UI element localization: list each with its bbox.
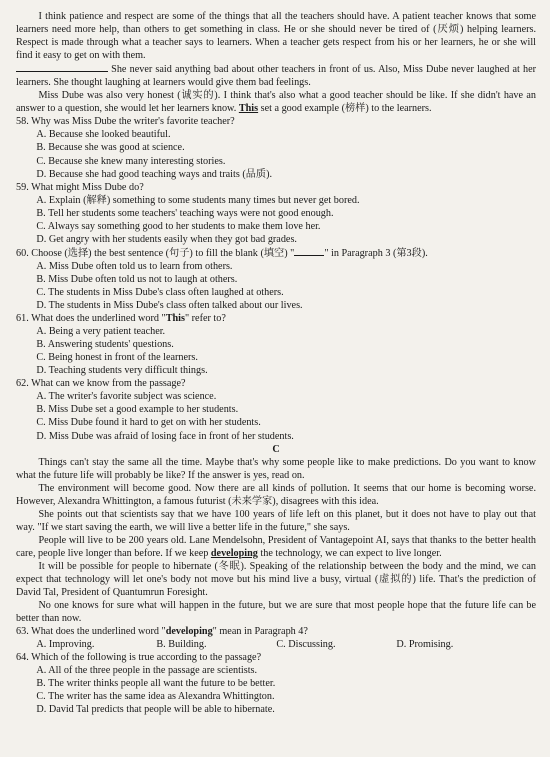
question-63-stem-b: " mean in Paragraph 4? — [212, 626, 308, 638]
question-61-option-b: B. Answering students' questions. — [36, 339, 174, 351]
question-63-options — [36, 638, 536, 651]
question-59-option-c: C. Always say something good to her students to make them love her. — [36, 220, 321, 232]
question-59-option-a: A. Explain (解释) something to some students many times but never get bored. — [36, 194, 360, 206]
question-62-option-c: C. Miss Dube found it hard to get on with her students. — [36, 417, 261, 429]
question-63-option-c: C. Discussing. — [276, 639, 336, 651]
question-60-option-b: B. Miss Dube often told us not to laugh at others. — [36, 273, 238, 285]
section-c-heading: C — [272, 443, 280, 455]
answer-blank — [16, 62, 108, 72]
question-58-stem: 58. Why was Miss Dube the writer's favorite teacher? — [16, 116, 235, 128]
question-59-option-b: B. Tell her students some teachers' teaching ways were not good enough. — [36, 207, 334, 219]
underlined-word-developing: developing — [210, 547, 258, 559]
question-61-option-c: C. Being honest in front of the learners. — [36, 352, 198, 364]
question-64-option-d: D. David Tal predicts that people will be able to hibernate. — [36, 704, 275, 716]
question-61-stem-b: " refer to? — [184, 313, 226, 325]
question-63-option-a: A. Improving. — [36, 639, 95, 651]
passage-c-paragraph-6: No one knows for sure what will happen in the future, but we are sure that most people hope that the future life can be better than now. — [16, 600, 536, 625]
question-58-option-b: B. Because she was good at science. — [36, 142, 185, 154]
question-59-stem: 59. What might Miss Dube do? — [16, 181, 144, 193]
passage-b-paragraph-3-text-a: Miss Dube was also very honest (诚实的). I think that's also what a good teacher should be like. If she didn't have an answer to a question, she would let her learners know. — [16, 90, 536, 115]
question-60-stem-b: " in Paragraph 3 (第3段). — [324, 247, 428, 259]
question-62-option-a: A. The writer's favorite subject was science. — [36, 391, 217, 403]
passage-b-paragraph-3-text-b: set a good example (榜样) to the learners. — [258, 103, 432, 115]
question-58-option-d: D. Because she had good teaching ways and traits (品质). — [36, 168, 273, 180]
question-62-option-b: B. Miss Dube set a good example to her students. — [36, 404, 239, 416]
question-60-stem-a: 60. Choose (选择) the best sentence (句子) to fill the blank (填空) " — [16, 247, 295, 259]
passage-b-paragraph-3 — [16, 89, 536, 115]
question-63-stem-a: 63. What does the underlined word " — [16, 626, 166, 638]
passage-b-paragraph-2-text: She never said anything bad about other teachers in front of us. Also, Miss Dube never laughed at her learners. She thought laughing at learners would give them bad feelings. — [16, 64, 536, 89]
question-58-option-a: A. Because she looked beautiful. — [36, 129, 171, 141]
question-61-stem-a: 61. What does the underlined word " — [16, 313, 166, 325]
passage-b-paragraph-2 — [16, 62, 536, 89]
question-63-stem — [16, 625, 536, 638]
question-61-option-d: D. Teaching students very difficult things. — [36, 365, 208, 377]
question-60-option-c: C. The students in Miss Dube's class often laughed at others. — [36, 286, 284, 298]
question-59-option-d: D. Get angry with her students easily when they got bad grades. — [36, 233, 297, 245]
passage-c-paragraph-4 — [16, 534, 536, 560]
question-61-keyword: This — [165, 313, 185, 325]
passage-c-paragraph-5: It will be possible for people to hibernate (冬眠). Speaking of the relationship between the body and the mind, we can expect that technology will let one's body not move but his mind live a busy, virtual (虚拟的) life. That's the prediction of David Tal, President of Quantumrun Foresight. — [16, 560, 536, 599]
passage-c-paragraph-3: She points out that scientists say that we have 100 years of life left on this planet, but it does not have to play out that way. "If we start saving the earth, we will live a better life in the future," she says. — [16, 508, 536, 533]
question-62-stem: 62. What can we know from the passage? — [16, 378, 186, 390]
passage-c-paragraph-4-text-b: the technology, we can expect to live longer. — [257, 547, 442, 559]
question-64-stem: 64. Which of the following is true according to the passage? — [16, 652, 262, 664]
passage-c-paragraph-1: Things can't stay the same all the time. Maybe that's why some people like to make predictions. Do you want to know what the future life will probably be like? If the answer is yes, read on. — [16, 456, 536, 481]
question-60-blank — [294, 246, 324, 256]
question-63-option-b: B. Building. — [156, 639, 207, 651]
question-61-option-a: A. Being a very patient teacher. — [36, 326, 166, 338]
question-64-option-c: C. The writer has the same idea as Alexandra Whittington. — [36, 691, 275, 703]
underlined-word-this: This — [238, 103, 259, 115]
question-61-stem — [16, 312, 536, 325]
passage-c-paragraph-2: The environment will become good. Now there are all kinds of pollution. It seems that our home is becoming worse. However, Alexandra Whittington, a famous futurist (未来学家), disagrees with this idea. — [16, 482, 536, 507]
question-62-option-d: D. Miss Dube was afraid of losing face in front of her students. — [36, 430, 294, 442]
question-60-option-d: D. The students in Miss Dube's class often talked about our lives. — [36, 300, 303, 312]
question-64-option-a: A. All of the three people in the passage are scientists. — [36, 665, 258, 677]
passage-c-paragraph-4-text-a: People will live to be 200 years old. Lane Mendelsohn, President of Vantagepoint AI, says that thanks to the better health care, people live longer than before. If we keep — [16, 534, 536, 559]
question-58-option-c: C. Because she knew many interesting stories. — [36, 155, 226, 167]
question-60-option-a: A. Miss Dube often told us to learn from others. — [36, 260, 233, 272]
question-60-stem — [16, 246, 536, 260]
passage-b-paragraph-1: I think patience and respect are some of the things that all the teachers should have. A patient teacher knows that some learners need more help, than others to get something in class. He or she should never be tired of (厌烦) helping learners. Respect is made through what a teacher says to learners. When a teacher gets respect from his or her learners, he or she will find it easy to get on with them. — [16, 11, 536, 62]
question-63-option-d: D. Promising. — [396, 639, 454, 651]
question-64-option-b: B. The writer thinks people all want the future to be better. — [36, 678, 276, 690]
question-63-keyword: developing — [165, 626, 213, 638]
